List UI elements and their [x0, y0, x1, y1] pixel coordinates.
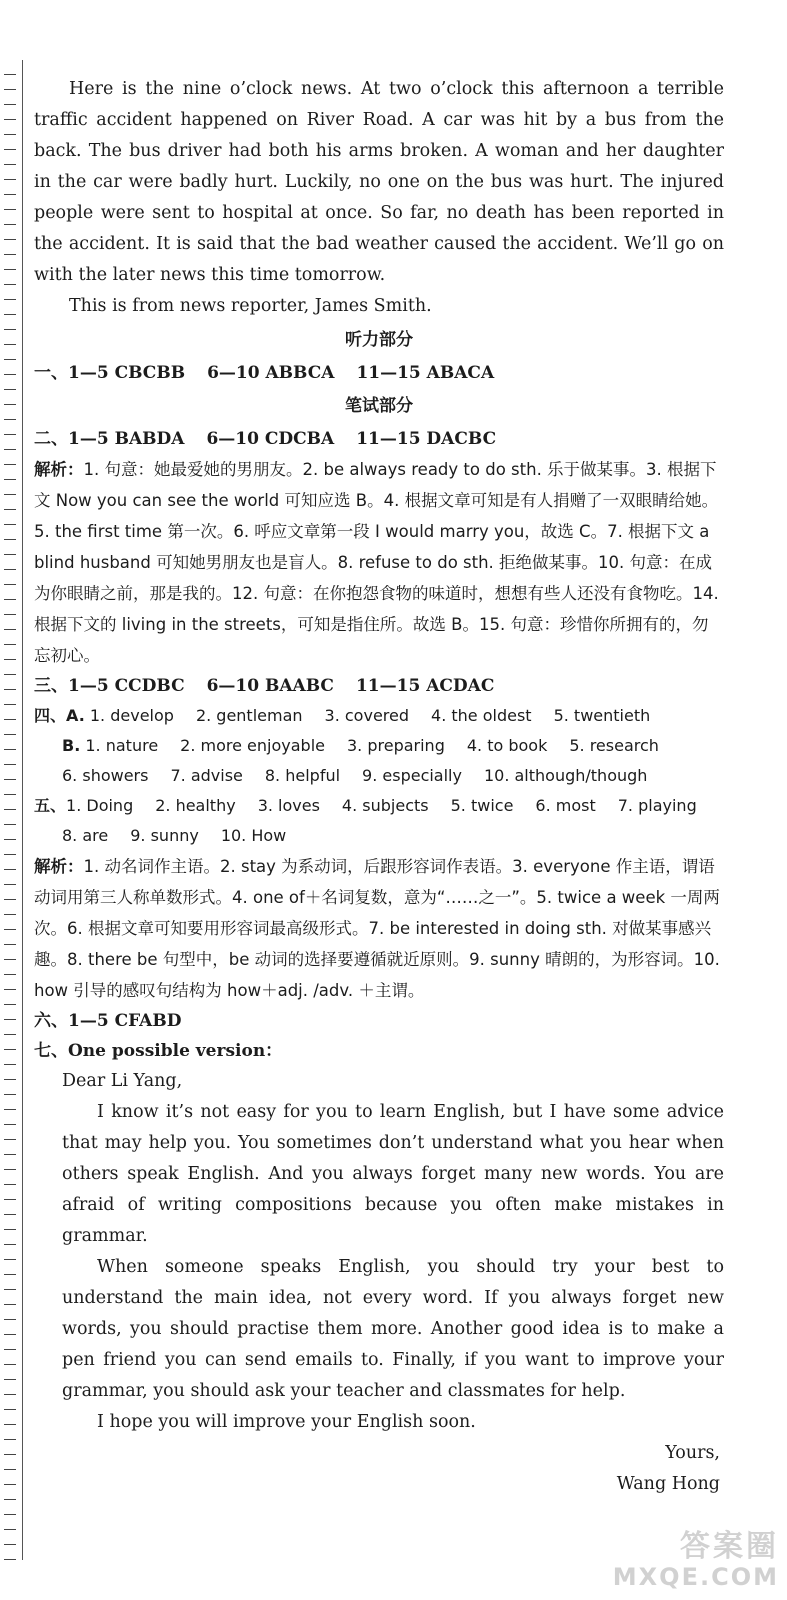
letter-paragraph-3: I hope you will improve your English soon.: [97, 1412, 476, 1432]
reporter-line: This is from news reporter, James Smith.: [69, 296, 432, 316]
section-4b-answers: B. 1. nature 2. more enjoyable 3. preparing 4. to book 5. research: [62, 736, 659, 755]
written-section-title: 笔试部分: [345, 396, 413, 416]
section-5-explanation: 解析：1. 动名词作主语。2. stay 为系动词，后跟形容词作表语。3. everyone 作主语，谓语动词用第三人称单数形式。4. one of＋名词复数，意为“……之一”。5. twice a week 一周两次。6. 根据文章可知要用形容词最高级形式。7. be interested in doing sth. 对做某事感兴趣。8. there be 句型中，be 动词的选择要遵循就近原则。9. sunny 晴朗的，为形容词。10. how 引导的感叹句结构为 how＋adj. /adv. ＋主谓。: [34, 857, 720, 1000]
watermark-logo: 答案圈: [680, 1529, 779, 1564]
section-7-header: 七、One possible version：: [34, 1041, 283, 1061]
letter-paragraph-2: When someone speaks English, you should try your best to understand the main idea, not every word. If you always forget new words, you should practise them more. Another good idea is to make a pen friend you can send emails to. Finally, if you want to improve your grammar, you should ask your teacher and classmates for help.: [62, 1257, 724, 1401]
letter-closing: Yours,: [665, 1443, 720, 1463]
watermark-url: MXQE.COM: [612, 1563, 779, 1591]
letter-signature: Wang Hong: [616, 1474, 720, 1494]
section-6-answers: 六、1—5 CFABD: [34, 1011, 182, 1031]
listening-passage: Here is the nine o’clock news. At two o’clock this afternoon a terrible traffic accident happened on River Road. A car was hit by a bus from the back. The bus driver had both his arms broken. A woman and her daughter in the car were badly hurt. Luckily, no one on the bus was hurt. The injured people were sent to hospital at once. So far, no death has been reported in the accident. It is said that the bad weather caused the accident. We’ll go on with the later news this time tomorrow.: [34, 79, 724, 285]
listening-section-title: 听力部分: [345, 330, 413, 350]
section-5-answers-cont: 8. are 9. sunny 10. How: [62, 826, 287, 845]
site-watermark: [589, 1530, 779, 1594]
section-2-answers: 二、1—5 BABDA 6—10 CDCBA 11—15 DACBC: [34, 429, 497, 449]
letter-greeting: Dear Li Yang,: [62, 1071, 183, 1091]
sample-letter: [34, 1066, 724, 1500]
section-4a-answers: 四、A. 1. develop 2. gentleman 3. covered 4. the oldest 5. twentieth: [34, 706, 651, 725]
section-4b-answers-cont: 6. showers 7. advise 8. helpful 9. especially 10. although/though: [62, 766, 648, 785]
section-2-explanation: 解析：1. 句意：她最爱她的男朋友。2. be always ready to do sth. 乐于做某事。3. 根据下文 Now you can see the world 可知应选 B。4. 根据文章可知是有人捐赠了一双眼睛给她。5. the first time 第一次。6. 呼应文章第一段 I would marry you，故选 C。7. 根据下文 a blind husband 可知她男朋友也是盲人。8. refuse to do sth. 拒绝做某事。10. 句意：在成为你眼睛之前，那是我的。12. 句意：在你抱怨食物的味道时，想想有些人还没有食物吃。14. 根据下文的 living in the streets，可知是指住所。故选 B。15. 句意：珍惜你所拥有的，勿忘初心。: [34, 460, 719, 665]
section-1-answers: 一、1—5 CBCBB 6—10 ABBCA 11—15 ABACA: [34, 363, 495, 383]
letter-paragraph-1: I know it’s not easy for you to learn English, but I have some advice that may help you. You sometimes don’t understand what you hear when others speak English. And you always forget many new words. You are afraid of writing compositions because you often make mistakes in grammar.: [62, 1102, 724, 1246]
answer-page: [34, 74, 724, 1500]
section-3-answers: 三、1—5 CCDBC 6—10 BAABC 11—15 ACDAC: [34, 676, 495, 696]
section-5-answers: 五、1. Doing 2. healthy 3. loves 4. subjects 5. twice 6. most 7. playing: [34, 796, 697, 815]
binding-margin: [0, 60, 23, 1560]
